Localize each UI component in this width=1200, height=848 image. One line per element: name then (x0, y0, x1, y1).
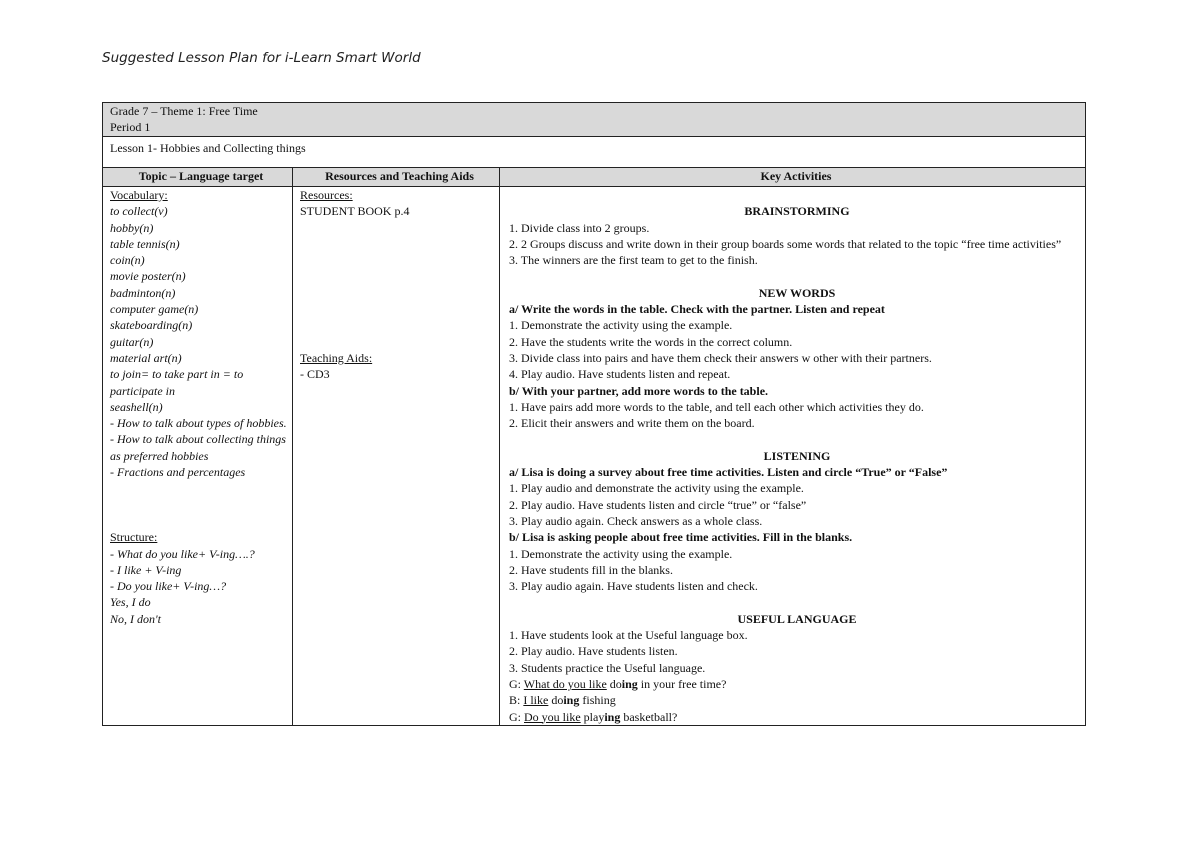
vocab-item: seashell(n) (110, 399, 163, 414)
language-target: - How to talk about types of hobbies. (110, 416, 287, 431)
dialog-phrase: Do you like (524, 709, 581, 724)
new-words-title: NEW WORDS (758, 285, 836, 300)
new-words-task-a: a/ Write the words in the table. Check with the partner. Listen and repeat (509, 302, 885, 317)
vocab-item: badminton(n) (110, 285, 176, 300)
dialog-verb: do (606, 676, 622, 691)
vocab-item: computer game(n) (110, 302, 199, 317)
brainstorming-title: BRAINSTORMING (744, 204, 850, 219)
vocab-item: skateboarding(n) (110, 318, 193, 333)
dialog-speaker: G: (509, 709, 524, 724)
activity-step: 3. Play audio again. Check answers as a whole class. (509, 513, 763, 528)
activity-step: 1. Demonstrate the activity using the example. (509, 546, 733, 561)
dialog-verb: do (548, 693, 564, 708)
vocab-item: to collect(v) (110, 204, 168, 219)
structure-item: - Do you like+ V-ing…? (110, 579, 227, 594)
document-header: Suggested Lesson Plan for i-Learn Smart World (102, 50, 421, 66)
activity-step: 2. Have the students write the words in the correct column. (509, 334, 793, 349)
vocabulary-heading: Vocabulary: (110, 188, 168, 202)
vocab-item: movie poster(n) (110, 269, 186, 284)
column-header-row (103, 168, 1086, 187)
dialog-line (509, 692, 1085, 708)
grade-cell (103, 103, 1086, 137)
activity-step: 3. Play audio again. Have students listen and check. (509, 579, 758, 594)
structure-item: No, I don't (110, 611, 161, 626)
dialog-suffix: ing (604, 709, 621, 724)
lesson-plan-table (102, 102, 1086, 726)
content-row (103, 187, 1086, 726)
activity-step: 3. Divide class into pairs and have them check their answers w other with their partners. (509, 350, 932, 365)
resources-value: STUDENT BOOK p.4 (300, 204, 410, 219)
structure-item: - What do you like+ V-ing….? (110, 546, 255, 561)
activity-step: 1. Have pairs add more words to the table, and tell each other which activities they do. (509, 399, 924, 414)
dialog-phrase: I like (523, 693, 549, 708)
structure-item: - I like + V-ing (110, 562, 182, 577)
teaching-aids-heading: Teaching Aids: (300, 350, 373, 365)
vocab-item: hobby(n) (110, 220, 154, 235)
vocab-item: material art(n) (110, 350, 182, 365)
dialog-phrase: What do you like (523, 676, 607, 691)
useful-language-title: USEFUL LANGUAGE (737, 611, 857, 626)
activities-cell (500, 187, 1086, 726)
structure-item: Yes, I do (110, 595, 151, 610)
dialog-line (509, 676, 1085, 692)
language-target: - Fractions and percentages (110, 465, 246, 480)
dialog-rest: basketball? (620, 709, 678, 724)
activity-step: 2. 2 Groups discuss and write down in their group boards some words that related to the topic “free time activities” (509, 236, 1062, 251)
resources-cell (293, 187, 500, 726)
vocab-item: coin(n) (110, 253, 145, 268)
column-header-resources: Resources and Teaching Aids (293, 168, 500, 187)
dialog-rest: in your free time? (637, 676, 727, 691)
dialog-rest: fishing (579, 693, 616, 708)
vocab-item: table tennis(n) (110, 236, 180, 251)
dialog-speaker: B: (509, 693, 524, 708)
activity-step: 1. Demonstrate the activity using the example. (509, 318, 733, 333)
activity-step: 3. Students practice the Useful language. (509, 660, 706, 675)
listening-title: LISTENING (763, 448, 831, 463)
activity-step: 1. Divide class into 2 groups. (509, 220, 650, 235)
vocab-item: to join= to take part in = to participate in (110, 367, 244, 398)
resources-heading: Resources: (300, 188, 353, 202)
period-line: Period 1 (110, 120, 151, 135)
vocab-item: guitar(n) (110, 334, 154, 349)
lesson-row (103, 137, 1086, 168)
activity-step: 3. The winners are the first team to get to the finish. (509, 253, 758, 268)
dialog-speaker: G: (509, 676, 524, 691)
column-header-topic: Topic – Language target (103, 168, 293, 187)
dialog-suffix: ing (621, 676, 638, 691)
teaching-aids-value: - CD3 (300, 367, 330, 382)
dialog-verb: play (580, 709, 605, 724)
activity-step: 1. Have students look at the Useful language box. (509, 628, 748, 643)
lesson-cell: Lesson 1- Hobbies and Collecting things (103, 137, 1086, 168)
grade-row (103, 103, 1086, 137)
activity-step: 2. Have students fill in the blanks. (509, 562, 673, 577)
activity-step: 1. Play audio and demonstrate the activity using the example. (509, 481, 804, 496)
dialog-line (509, 709, 1085, 725)
dialog-suffix: ing (563, 693, 580, 708)
activity-step: 2. Elicit their answers and write them on the board. (509, 416, 755, 431)
structure-heading: Structure: (110, 530, 158, 545)
new-words-task-b: b/ With your partner, add more words to the table. (509, 383, 769, 398)
activity-step: 2. Play audio. Have students listen. (509, 644, 678, 659)
listening-task-b: b/ Lisa is asking people about free time activities. Fill in the blanks. (509, 530, 853, 545)
activity-step: 2. Play audio. Have students listen and circle “true” or “false” (509, 497, 807, 512)
listening-task-a: a/ Lisa is doing a survey about free time activities. Listen and circle “True” or “False” (509, 465, 948, 480)
activity-step: 4. Play audio. Have students listen and repeat. (509, 367, 731, 382)
topic-cell (103, 187, 293, 726)
grade-line: Grade 7 – Theme 1: Free Time (110, 104, 258, 118)
language-target: - How to talk about collecting things as preferred hobbies (110, 432, 286, 463)
column-header-activities: Key Activities (500, 168, 1086, 187)
